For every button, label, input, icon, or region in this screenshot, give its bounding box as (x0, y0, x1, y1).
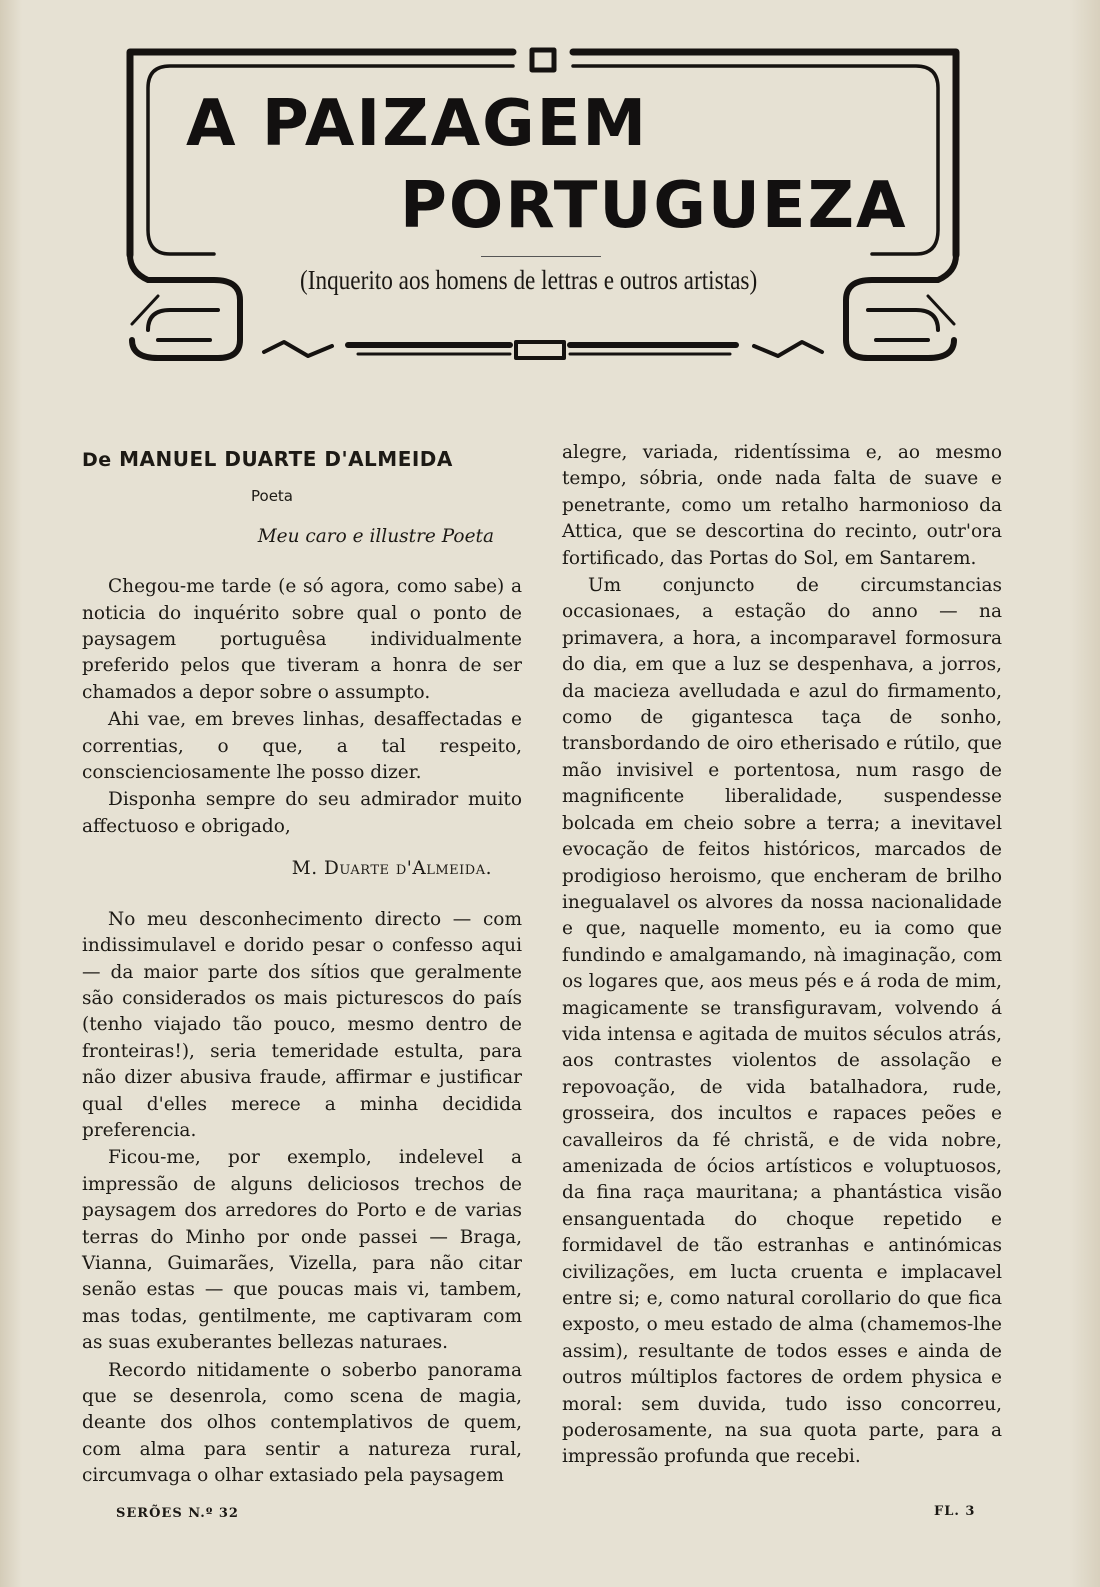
left-column (82, 440, 522, 1490)
title-line-2: PORTUGUEZA (400, 169, 908, 243)
right-column (562, 440, 1002, 1471)
author-name: MANUEL DUARTE D'ALMEIDA (119, 447, 453, 471)
article-subtitle: (Inquerito aos homens de lettras e outros artistas) (300, 265, 758, 295)
body-paragraph: Recordo nitidamente o soberbo panorama que se desenrola, como scena de magia, deante dos olhos contemplativos de quem, com alma para sentir a natureza rural, circumvaga o olhar extasiado pela paysagem (82, 1359, 522, 1487)
intro-paragraph: Disponha sempre do seu admirador muito affectuoso e obrigado, (82, 789, 522, 837)
salutation: Meu caro e illustre Poeta (257, 525, 494, 547)
article-title (118, 88, 968, 258)
title-divider (481, 256, 601, 257)
issue-number: SERÕES N.º 32 (116, 1506, 239, 1521)
body-paragraph: Um conjuncto de circumstancias occasionaes, a estação do anno — na primavera, a hora, a incomparavel formosura do dia, em que a luz se despenhava, a jorros, da macieza avelludada e azul do firmamento, como de gigantesca taça de sonho, transbordando de oiro etherisado e rútilo, que mão invisivel e portentosa, num rasgo de magnificente liberalidade, suspendesse bolcada em cheio sobre a terra; a inevitavel evocação de feitos históricos, marcados de prodigioso heroismo, que encheram de brilho inegualavel os alvores da nossa nacionalidade e que, naquelle momento, eu ia como que fundindo e amalgamando, nà imaginação, com os logares que, aos meus pés e á roda de mim, magicamente se transfiguravam, volvendo á vida intensa e agitada de muitos séculos atrás, aos contrastes violentos de assolação e repovoação, de vida batalhadora, rude, grosseira, dos incultos e rapaces peões e cavalleiros da fé christã, e de vida nobre, amenizada de ócios artísticos e voluptuosos, da fina raça mauritana; a phantástica visão ensanguentada do choque repetido e formidavel de tão estranhas e antinómicas civilizações, em lucta cruenta e implacavel entre si; e, como natural corollario do que fica exposto, o meu estado de alma (chamemos-lhe assim), resultante de todos esses e ainda de outros múltiplos factores de ordem physica e moral: sem duvida, tudo isso concorreu, poderosamente, na sua quota parte, para a impressão profunda que recebi. (562, 575, 1002, 1468)
intro-paragraph: Ahi vae, em breves linhas, desaffectadas e correntias, o que, a tal respeito, conscienciosamente lhe posso dizer. (82, 709, 522, 784)
intro-paragraph: Chegou-me tarde (e só agora, como sabe) a noticia do inquérito sobre qual o ponto de paysagem portuguêsa individualmente preferido pelos que tiveram a honra de ser chamados a depor sobre o assumpto. (82, 576, 522, 703)
author-role: Poeta (251, 487, 293, 506)
signature: M. Duarte d'Almeida. (291, 858, 492, 880)
body-paragraph: No meu desconhecimento directo — com indissimulavel e dorido pesar o confesso aqui — da maior parte dos sítios que geralmente são considerados os mais picturescos do país (tenho viajado tão pouco, mesmo dentro de fronteiras!), seria temeridade estulta, para não dizer abusiva fraude, affirmar e justificar qual d'elles merece a minha decidida preferencia. (82, 908, 522, 1141)
page-folio: FL. 3 (934, 1504, 976, 1519)
author-heading (82, 446, 522, 473)
title-line-1: A PAIZAGEM (186, 87, 649, 161)
body-paragraph: Ficou-me, por exemplo, indelevel a impressão de alguns deliciosos trechos de paysagem dos arredores do Porto e de varias terras do Minho por onde passei — Braga, Vianna, Guimarães, Vizella, para não citar senão estas — que poucas mais vi, tambem, mas todas, gentilmente, me captivaram com as suas exuberantes bellezas naturaes. (82, 1147, 522, 1354)
continued-paragraph: alegre, variada, ridentíssima e, ao mesmo tempo, sóbria, onde nada falta de suave e penetrante, como um retalho harmonioso da Attica, que se descortina do recinto, outr'ora fortificado, das Portas do Sol, em Santarem. (562, 442, 1002, 569)
author-prefix: De (82, 449, 112, 471)
